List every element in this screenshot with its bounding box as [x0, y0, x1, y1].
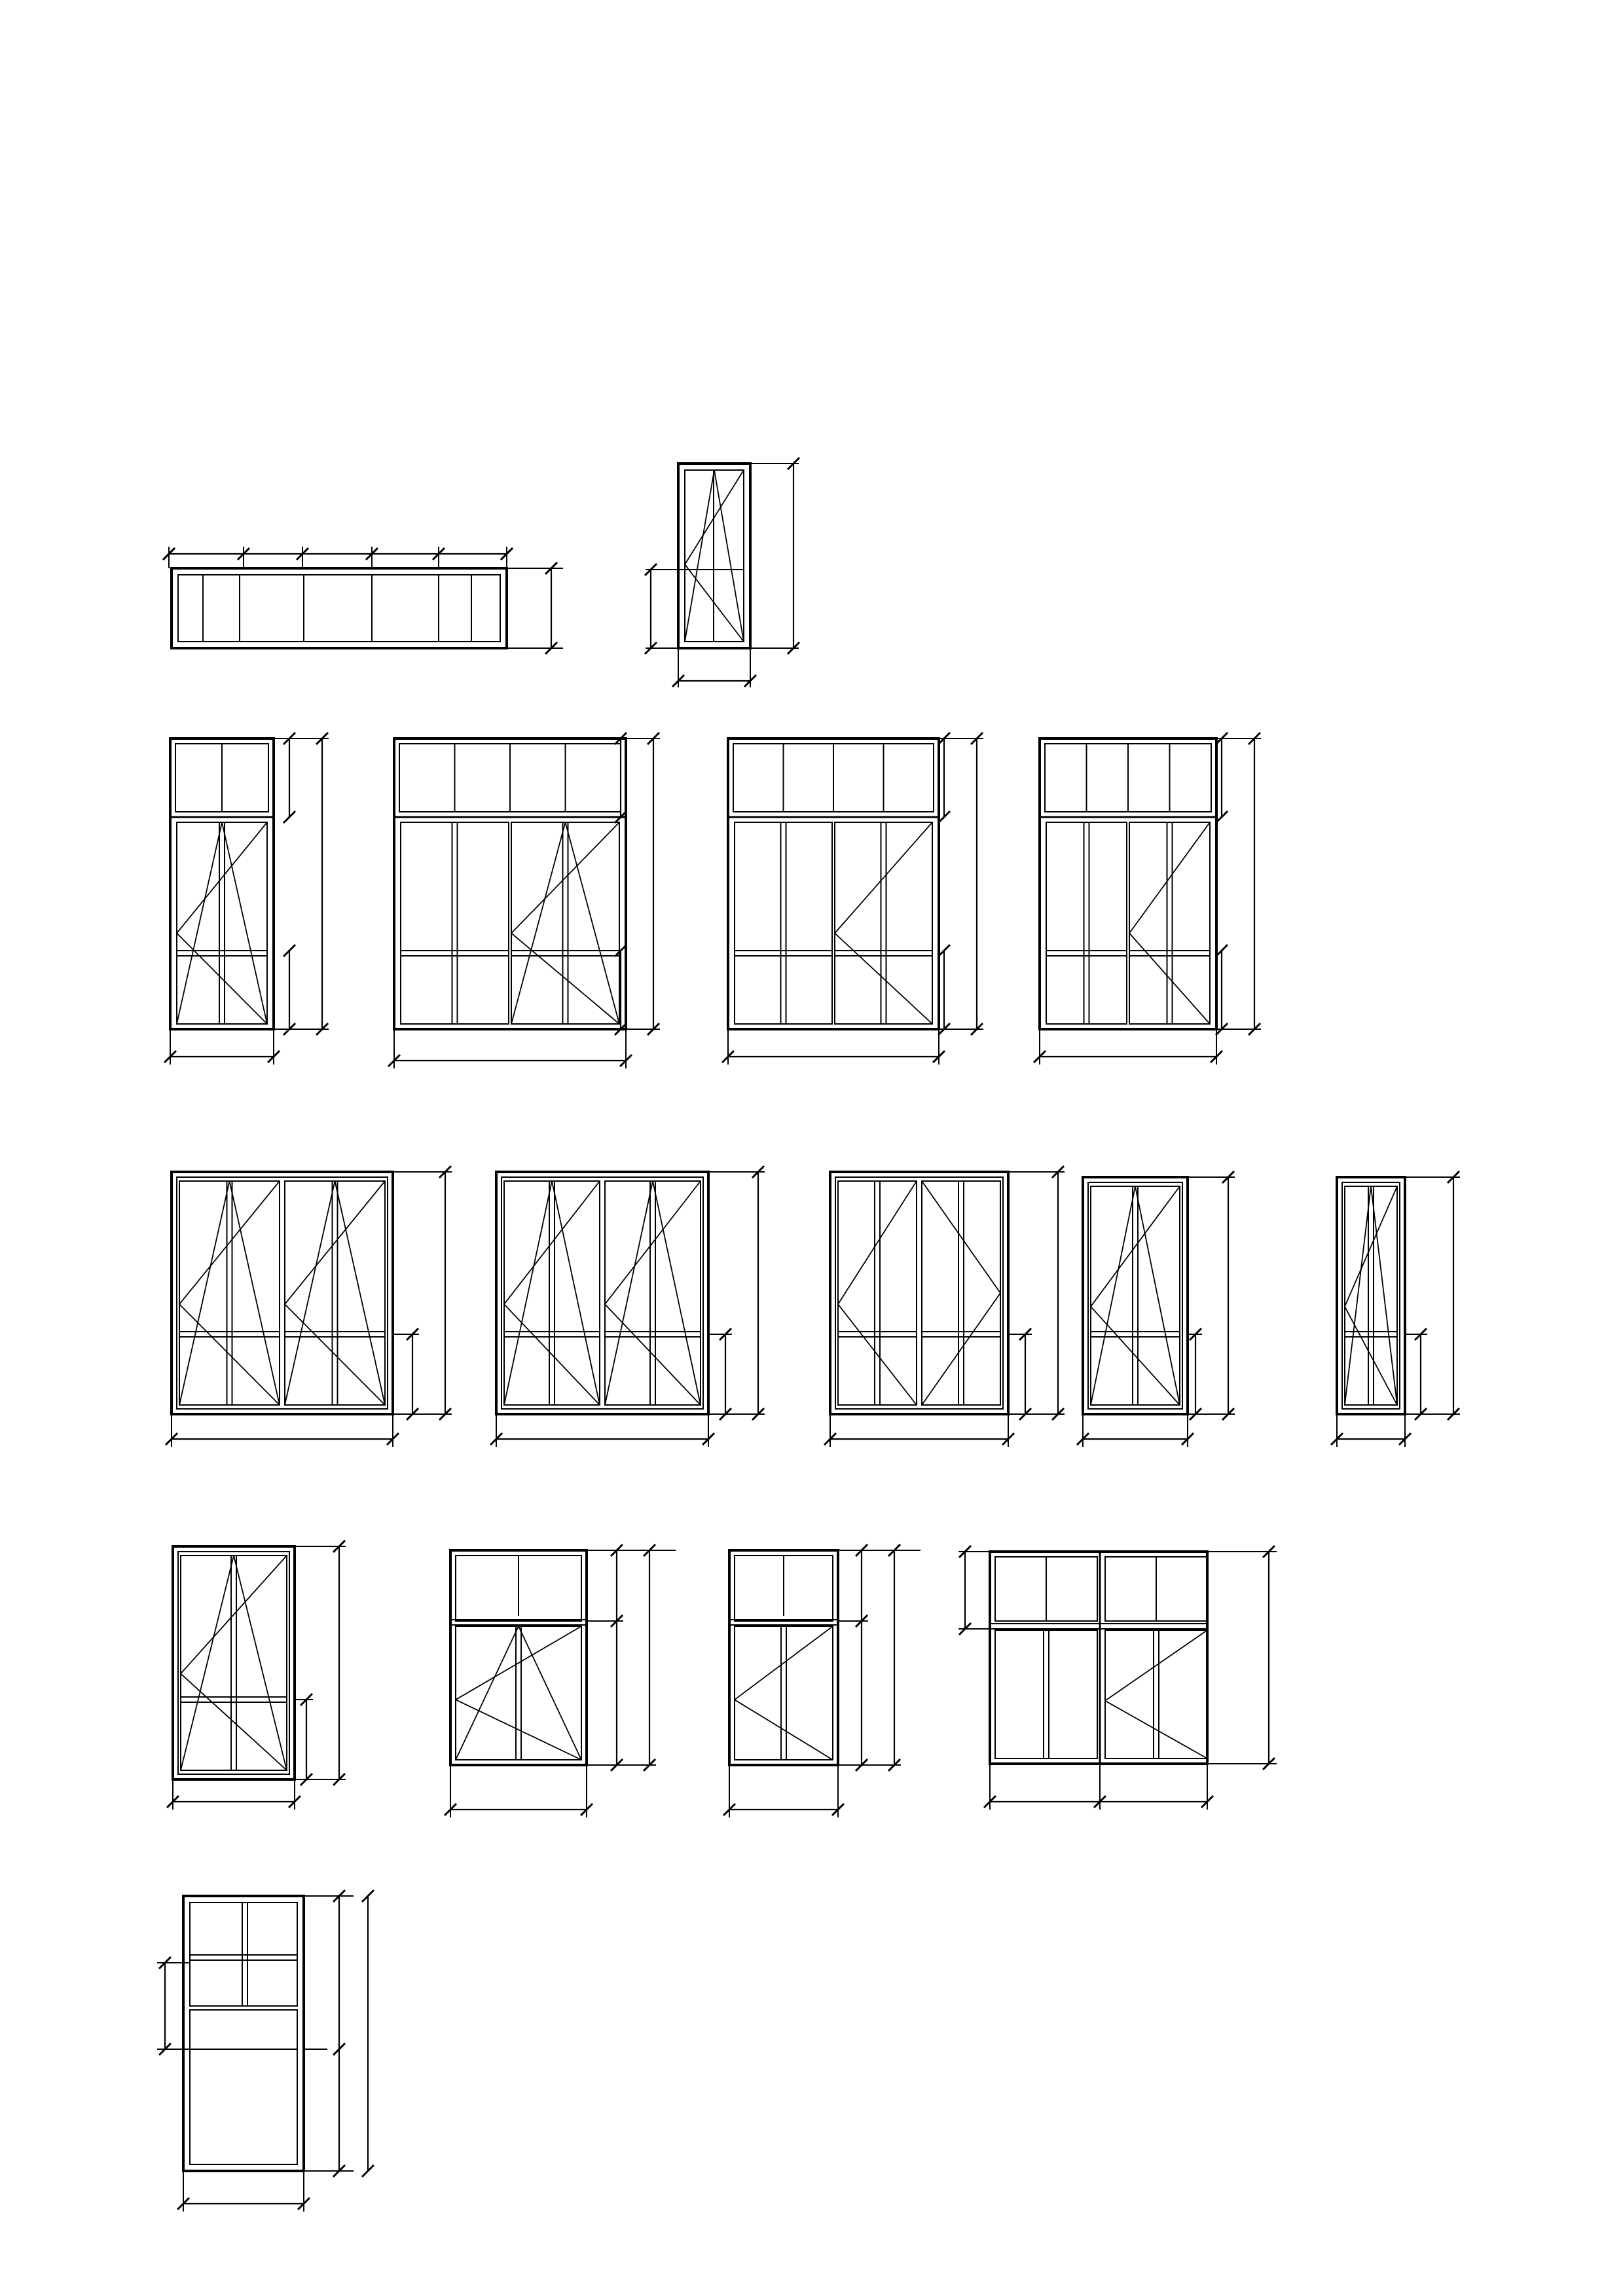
- frame-rect: [285, 1181, 385, 1405]
- opening-symbol: [838, 1304, 917, 1405]
- opening-symbol: [1345, 1186, 1371, 1405]
- frame-rect: [1342, 1182, 1400, 1409]
- frame-rect: [179, 1181, 280, 1405]
- opening-symbol: [838, 1181, 917, 1304]
- frame-rect: [172, 568, 507, 648]
- frame-rect: [501, 1177, 703, 1409]
- opening-symbol: [1105, 1630, 1207, 1701]
- opening-symbol: [605, 1304, 701, 1405]
- frame-rect: [401, 822, 509, 1024]
- opening-symbol: [504, 1181, 600, 1304]
- opening-symbol: [1129, 933, 1210, 1024]
- opening-symbol: [835, 822, 932, 933]
- opening-symbol: [230, 1181, 280, 1405]
- frame-rect: [177, 1177, 388, 1409]
- frame-rect: [830, 1172, 1008, 1414]
- opening-symbol: [177, 822, 267, 933]
- opening-symbol: [1345, 1186, 1397, 1307]
- frame-rect: [1105, 1630, 1207, 1758]
- opening-symbol: [285, 1304, 385, 1405]
- opening-symbol: [511, 933, 619, 1024]
- opening-symbol: [456, 1626, 519, 1760]
- frame-rect: [990, 1552, 1207, 1764]
- opening-symbol: [1091, 1186, 1180, 1307]
- frame-rect: [735, 822, 832, 1024]
- opening-symbol: [605, 1181, 653, 1405]
- opening-symbol: [177, 933, 267, 1024]
- opening-symbol: [1091, 1186, 1135, 1405]
- frame-rect: [178, 1552, 289, 1774]
- frame-rect: [995, 1630, 1097, 1758]
- opening-symbol: [605, 1181, 701, 1304]
- frame-rect: [183, 1896, 304, 2171]
- frame-rect: [1091, 1186, 1180, 1405]
- opening-symbol: [511, 822, 566, 1024]
- opening-symbol: [1129, 822, 1210, 933]
- frame-rect: [178, 575, 500, 642]
- opening-symbol: [285, 1181, 335, 1405]
- opening-symbol: [456, 1700, 581, 1760]
- opening-symbol: [735, 1626, 833, 1700]
- frame-rect: [456, 1626, 581, 1760]
- opening-symbol: [835, 933, 932, 1024]
- opening-symbol: [1371, 1186, 1397, 1405]
- frame-rect: [181, 1556, 287, 1770]
- opening-symbol: [504, 1304, 600, 1405]
- opening-symbol: [181, 1556, 234, 1770]
- opening-symbol: [179, 1304, 280, 1405]
- opening-symbol: [922, 1293, 1000, 1405]
- opening-symbol: [181, 1673, 287, 1770]
- frame-rect: [1337, 1177, 1405, 1414]
- opening-symbol: [456, 1626, 581, 1700]
- opening-symbol: [1105, 1701, 1207, 1758]
- frame-rect: [922, 1181, 1000, 1405]
- opening-symbol: [714, 470, 744, 642]
- opening-symbol: [179, 1181, 280, 1304]
- opening-symbol: [1345, 1307, 1397, 1405]
- opening-symbol: [335, 1181, 386, 1405]
- opening-symbol: [1091, 1307, 1180, 1405]
- frame-rect: [835, 1177, 1003, 1409]
- frame-rect: [504, 1181, 600, 1405]
- opening-symbol: [519, 1626, 581, 1760]
- frame-rect: [838, 1181, 917, 1405]
- opening-symbol: [685, 470, 714, 642]
- opening-symbol: [181, 1556, 287, 1673]
- opening-symbol: [222, 822, 267, 1024]
- opening-symbol: [234, 1556, 287, 1770]
- frame-rect: [605, 1181, 701, 1405]
- frame-rect: [1345, 1186, 1397, 1405]
- frame-rect: [190, 2049, 297, 2164]
- frame-rect: [1129, 822, 1210, 1024]
- opening-symbol: [179, 1181, 230, 1405]
- frame-rect: [735, 1626, 833, 1760]
- opening-symbol: [922, 1181, 1000, 1293]
- opening-symbol: [735, 1700, 833, 1760]
- opening-symbol: [285, 1181, 385, 1304]
- frame-rect: [511, 822, 619, 1024]
- opening-symbol: [504, 1181, 552, 1405]
- frame-rect: [835, 822, 932, 1024]
- frame-rect: [1046, 822, 1127, 1024]
- opening-symbol: [511, 822, 619, 933]
- opening-symbol: [1135, 1186, 1180, 1405]
- opening-symbol: [177, 822, 222, 1024]
- opening-symbol: [653, 1181, 701, 1405]
- opening-symbol: [552, 1181, 600, 1405]
- frame-rect: [190, 2010, 297, 2164]
- opening-symbol: [566, 822, 620, 1024]
- frame-rect: [177, 822, 267, 1024]
- frame-rect: [1088, 1182, 1182, 1409]
